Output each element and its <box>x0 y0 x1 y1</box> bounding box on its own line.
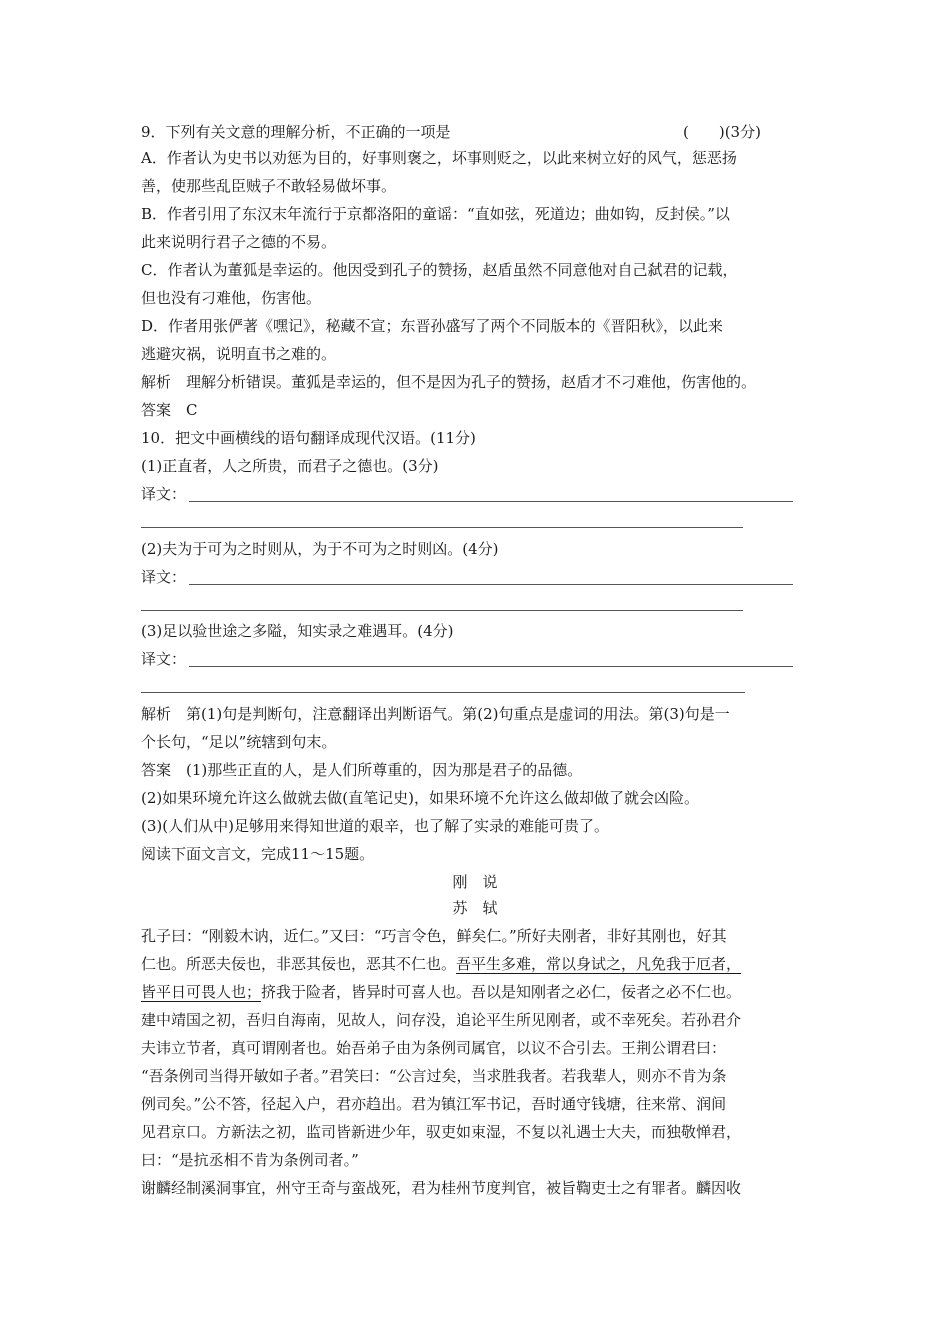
q9-answer: 答案 C <box>141 401 198 419</box>
answer-line[interactable] <box>141 610 743 611</box>
passage-line-10: 谢麟经制溪洞事宜，州守王奇与蛮战死，君为桂州节度判官，被旨鞫吏士之有罪者。麟因收 <box>141 1179 742 1197</box>
answer-line[interactable] <box>141 527 743 528</box>
q9-option-a-line1: A．作者认为史书以劝惩为目的，好事则褒之，坏事则贬之，以此来树立好的风气，惩恶扬 <box>141 149 737 167</box>
q9-option-b-line1: B．作者引用了东汉末年流行于京都洛阳的童谣：“直如弦，死道边；曲如钩，反封侯。”以 <box>141 205 730 223</box>
q9-stem: 9．下列有关文意的理解分析，不正确的一项是 <box>141 123 451 141</box>
passage-line-9: 曰：“是抗丞相不肯为条例司者。” <box>141 1151 359 1169</box>
q9-option-b-line2: 此来说明行君子之德的不易。 <box>141 233 337 251</box>
passage-line-2 <box>141 954 741 974</box>
q9-option-d-line1: D．作者用张俨著《嘿记》，秘藏不宣；东晋孙盛写了两个不同版本的《晋阳秋》，以此来 <box>141 317 724 335</box>
answer-line[interactable] <box>189 501 793 502</box>
q9-analysis: 解析 理解分析错误。董狐是幸运的，但不是因为孔子的赞扬，赵盾才不刁难他，伤害他的。 <box>141 373 757 391</box>
passage-line-7: 例司矣。”公不答，径起入户，君亦趋出。君为镇江军书记，吾时通守钱塘，往来常、润间 <box>141 1095 727 1113</box>
passage-line-5: 夫讳立节者，真可谓刚者也。始吾弟子由为条例司属官，以议不合引去。王荆公谓君曰： <box>141 1039 727 1057</box>
passage-text: 挤我于险者，皆异时可喜人也。吾以是知刚者之必仁，佞者之必不仁也。 <box>261 983 742 1001</box>
answer-line[interactable] <box>189 666 793 667</box>
q9-option-d-line2: 逃避灾祸，说明直书之难的。 <box>141 345 337 363</box>
passage-line-8: 见君京口。方新法之初，监司皆新进少年，驭吏如束湿，不复以礼遇士大夫，而独敬惮君， <box>141 1123 742 1141</box>
q10-translation-label-1: 译文： <box>141 485 187 503</box>
passage-line-6: “吾条例司当得开敏如子者。”君笑曰：“公言过矣，当求胜我者。若我辈人，则亦不肯为条 <box>141 1067 727 1085</box>
passage-line-3 <box>141 982 741 1002</box>
passage-title: 刚 说 <box>452 873 498 891</box>
passage-line-1: 孔子曰：“刚毅木讷，近仁。”又曰：“巧言令色，鲜矣仁。”所好夫刚者，非好其刚也，好其 <box>141 927 727 945</box>
q10-answer-2: (2)如果环境允许这么做就去做(直笔记史)，如果环境不允许这么做却做了就会凶险。 <box>141 789 699 807</box>
q10-answer-3: (3)(人们从中)足够用来得知世道的艰辛，也了解了实录的难能可贵了。 <box>141 817 609 835</box>
q10-stem: 10．把文中画横线的语句翻译成现代汉语。(11分) <box>141 429 476 447</box>
q9-option-c-line1: C．作者认为董狐是幸运的。他因受到孔子的赞扬，赵盾虽然不同意他对自己弑君的记载， <box>141 261 738 279</box>
q10-sentence-1: (1)正直者，人之所贵，而君子之德也。(3分) <box>141 457 439 475</box>
passage-line-4: 建中靖国之初，吾归自海南，见故人，问存没，追论平生所见刚者，或不幸死矣。若孙君介 <box>141 1011 742 1029</box>
passage-text: 仁也。所恶夫佞也，非恶其佞也，恶其不仁也。 <box>141 955 457 973</box>
reading-intro: 阅读下面文言文，完成11～15题。 <box>141 845 375 863</box>
q9-option-c-line2: 但也没有刁难他，伤害他。 <box>141 289 322 307</box>
underlined-sentence: 吾平生多难，常以身试之，凡免我于厄者， <box>456 955 742 973</box>
underlined-sentence: 皆平日可畏人也； <box>141 983 262 1001</box>
answer-line[interactable] <box>189 584 793 585</box>
q10-translation-label-3: 译文： <box>141 650 187 668</box>
q9-score: ( )(3分) <box>683 123 761 141</box>
q9-option-a-line2: 善，使那些乱臣贼子不敢轻易做坏事。 <box>141 177 397 195</box>
passage-author: 苏 轼 <box>452 899 498 917</box>
q10-sentence-3: (3)足以验世途之多隘，知实录之难遇耳。(4分) <box>141 622 454 640</box>
q10-translation-label-2: 译文： <box>141 568 187 586</box>
answer-line[interactable] <box>141 692 745 693</box>
q10-analysis-line2: 个长句，“足以”统辖到句末。 <box>141 733 337 751</box>
q10-answer-1: 答案 (1)那些正直的人，是人们所尊重的，因为那是君子的品德。 <box>141 761 583 779</box>
q10-sentence-2: (2)夫为于可为之时则从，为于不可为之时则凶。(4分) <box>141 540 499 558</box>
q10-analysis-line1: 解析 第(1)句是判断句，注意翻译出判断语气。第(2)句重点是虚词的用法。第(3)句是一 <box>141 705 730 723</box>
